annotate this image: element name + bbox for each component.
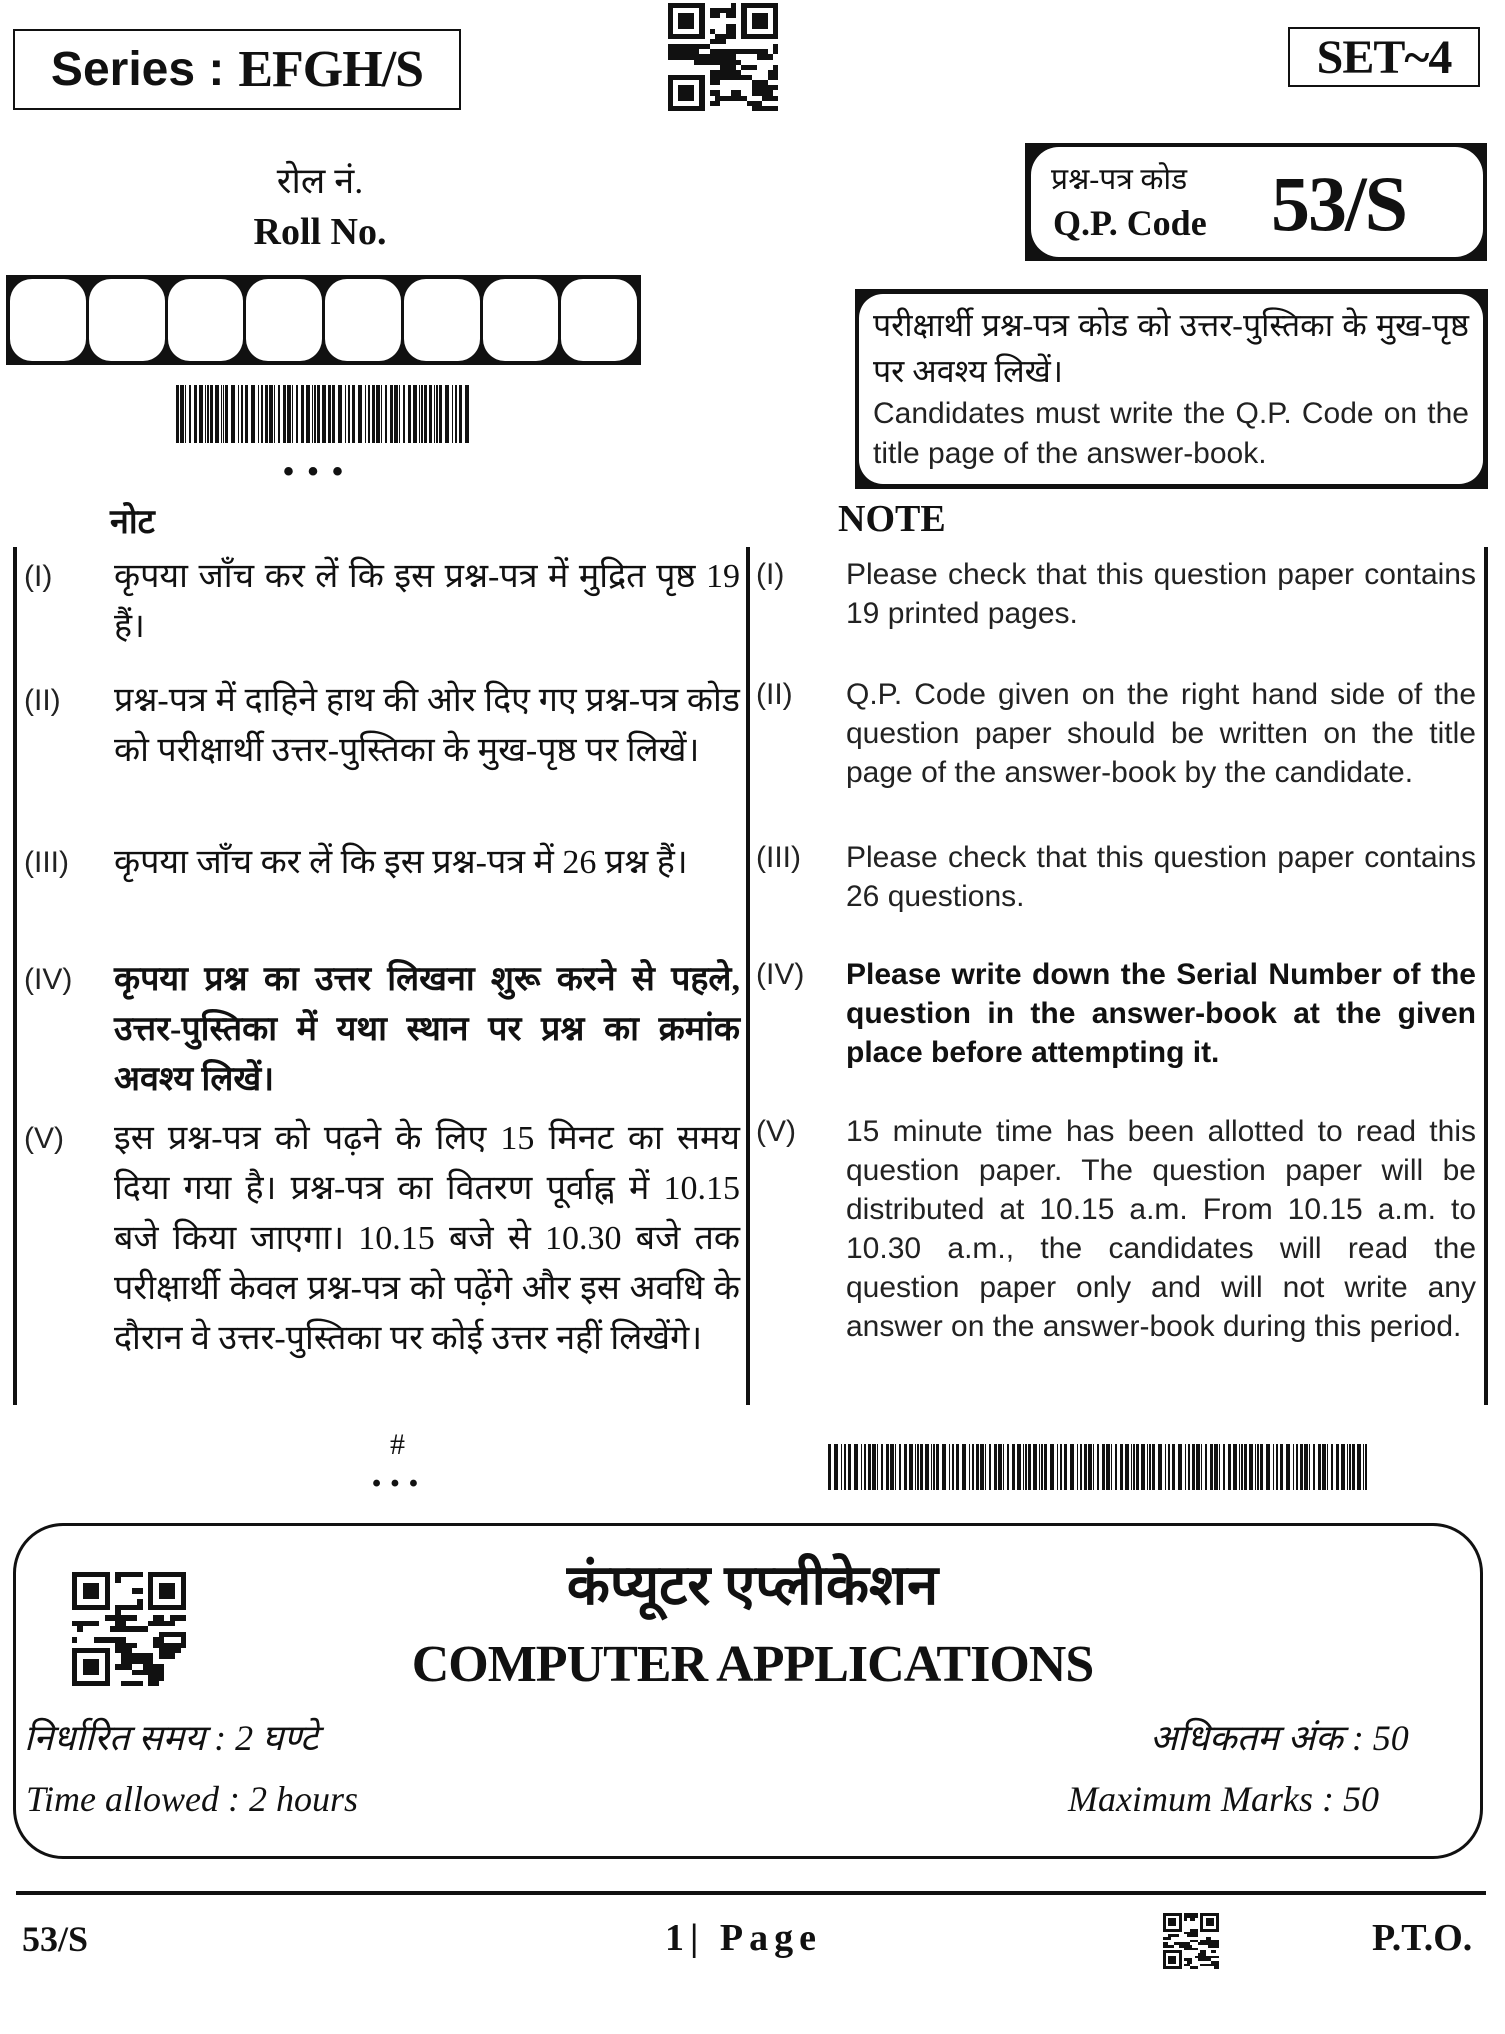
pto-label: P.T.O.	[1372, 1917, 1473, 1959]
roll-label-hindi: रोल नं.	[276, 161, 364, 201]
qp-code-box	[1025, 143, 1487, 261]
note-text: इस प्रश्न-पत्र को पढ़ने के लिए 15 मिनट का समय दिया गया है। प्रश्न-पत्र का वितरण पूर्वाह्न में 10.15 बजे किया जाएगा। 10.15 बजे से 10.30 बजे तक परीक्षार्थी केवल प्रश्न-पत्र को पढ़ेंगे और इस अवधि के दौरान वे उत्तर-पुस्तिका पर कोई उत्तर नहीं लिखेंगे।	[114, 1120, 740, 1357]
subject-title-hindi: कंप्यूटर एप्लीकेशन	[566, 1555, 939, 1617]
column-divider-right	[1484, 547, 1488, 1405]
note-text: Please write down the Serial Number of the question in the answer-book at the given place before attempting it.	[846, 958, 1476, 1069]
barcode-icon	[176, 385, 472, 443]
note-text: Q.P. Code given on the right hand side of the question paper should be written on the title page of the answer-book by the candidate.	[846, 678, 1476, 789]
note-item-english-2	[756, 675, 1476, 792]
roll-digit-box[interactable]	[483, 279, 559, 361]
note-number: (III)	[756, 841, 801, 874]
column-divider-left	[13, 547, 17, 1405]
note-item-hindi-1	[24, 552, 740, 652]
series-box	[13, 29, 461, 110]
note-heading: NOTE	[838, 498, 946, 540]
note-text: Please check that this question paper contains 19 printed pages.	[846, 558, 1476, 630]
qp-code-value: 53/S	[1271, 160, 1407, 247]
note-number: (II)	[24, 684, 61, 717]
note-item-english-1	[756, 555, 1476, 633]
note-text: कृपया जाँच कर लें कि इस प्रश्न-पत्र में 26 प्रश्न हैं।	[114, 844, 688, 881]
roll-digit-box[interactable]	[10, 279, 86, 361]
time-allowed-hindi: निर्धारित समय : 2 घण्टे	[24, 1718, 319, 1758]
note-text: प्रश्न-पत्र में दाहिने हाथ की ओर दिए गए प्रश्न-पत्र कोड को परीक्षार्थी उत्तर-पुस्तिका के मुख-पृष्ठ पर लिखें।	[114, 682, 740, 769]
roll-digit-box[interactable]	[246, 279, 322, 361]
note-number: (I)	[24, 560, 53, 593]
qr-code-icon	[668, 3, 778, 111]
note-item-english-4	[756, 955, 1476, 1072]
candidate-instruction-english: Candidates must write the Q.P. Code on the title page of the answer-book.	[873, 397, 1469, 470]
note-text: 15 minute time has been allotted to read this question paper. The question paper will be distributed at 10.15 a.m. From 10.15 a.m. to 10.30 a.m., the candidates will read the question paper only and will not write any answer on the answer-book during this period.	[846, 1115, 1476, 1343]
candidate-instruction-box	[855, 289, 1488, 489]
roll-number-boxes[interactable]	[6, 275, 641, 365]
roll-digit-box[interactable]	[561, 279, 637, 361]
note-item-english-3	[756, 838, 1476, 916]
note-number: (IV)	[24, 963, 73, 996]
note-text: कृपया प्रश्न का उत्तर लिखना शुरू करने से पहले, उत्तर-पुस्तिका में यथा स्थान पर प्रश्न का क्रमांक अवश्य लिखें।	[114, 961, 740, 1098]
note-number: (V)	[756, 1115, 796, 1148]
barcode-icon	[828, 1444, 1368, 1490]
hash-mark: #	[390, 1428, 405, 1461]
column-divider-middle	[746, 547, 750, 1405]
note-number: (IV)	[756, 958, 805, 991]
roll-digit-box[interactable]	[168, 279, 244, 361]
separator-dots: •••	[283, 455, 357, 488]
note-item-english-5	[756, 1112, 1476, 1346]
note-number: (I)	[756, 558, 785, 591]
note-text: कृपया जाँच कर लें कि इस प्रश्न-पत्र में मुद्रित पृष्ठ 19 हैं।	[114, 558, 740, 645]
qp-code-label-hindi: प्रश्न-पत्र कोड	[1051, 163, 1188, 196]
note-heading-hindi: नोट	[110, 504, 155, 541]
note-item-hindi-4	[24, 955, 740, 1105]
roll-digit-box[interactable]	[325, 279, 401, 361]
subject-title: COMPUTER APPLICATIONS	[411, 1636, 1094, 1693]
note-item-hindi-2	[24, 676, 740, 776]
maximum-marks-hindi: अधिकतम अंक : 50	[1150, 1718, 1409, 1758]
footer-qp-code: 53/S	[22, 1919, 89, 1959]
set-number: SET~4	[1288, 27, 1480, 87]
time-allowed: Time allowed : 2 hours	[26, 1779, 359, 1819]
roll-digit-box[interactable]	[404, 279, 480, 361]
series-value: EFGH/S	[238, 41, 424, 98]
qr-code-icon	[1163, 1913, 1219, 1969]
note-item-hindi-3	[24, 838, 740, 888]
qp-code-label: Q.P. Code	[1053, 203, 1207, 243]
roll-digit-box[interactable]	[89, 279, 165, 361]
candidate-instruction-hindi: परीक्षार्थी प्रश्न-पत्र कोड को उत्तर-पुस्तिका के मुख-पृष्ठ पर अवश्य लिखें।	[873, 307, 1469, 389]
maximum-marks: Maximum Marks : 50	[1068, 1779, 1379, 1819]
roll-label: Roll No.	[253, 211, 387, 253]
separator-dots: •••	[372, 1470, 428, 1497]
note-number: (III)	[24, 846, 69, 879]
footer-divider	[16, 1891, 1486, 1895]
note-item-hindi-5	[24, 1114, 740, 1364]
note-text: Please check that this question paper contains 26 questions.	[846, 841, 1476, 913]
series-label: Series :	[50, 43, 225, 96]
page-number: 1| Page	[665, 1917, 822, 1959]
note-number: (II)	[756, 678, 793, 711]
note-number: (V)	[24, 1122, 64, 1155]
